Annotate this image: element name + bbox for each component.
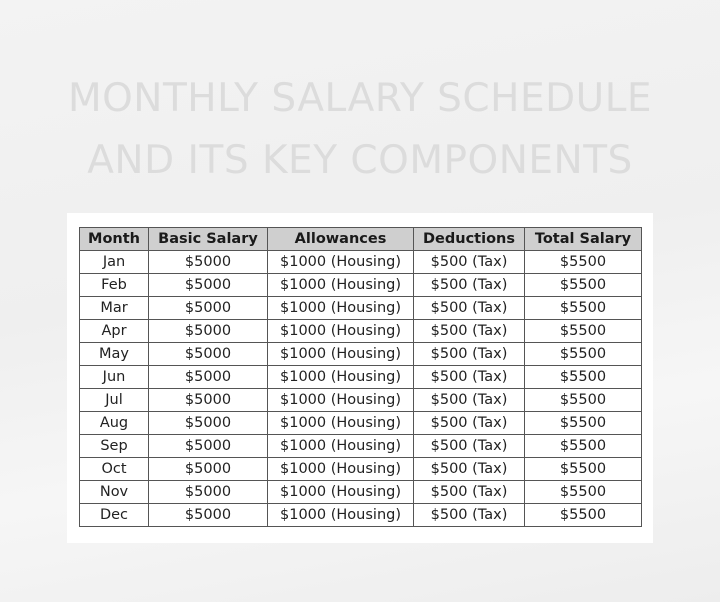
cell-total-salary: $5500 xyxy=(525,320,642,343)
cell-basic-salary: $5000 xyxy=(149,297,268,320)
cell-allowances: $1000 (Housing) xyxy=(268,389,414,412)
table-row xyxy=(80,297,642,320)
cell-deductions: $500 (Tax) xyxy=(414,320,525,343)
cell-basic-salary: $5000 xyxy=(149,320,268,343)
cell-month: Mar xyxy=(80,297,149,320)
cell-month: Jul xyxy=(80,389,149,412)
cell-deductions: $500 (Tax) xyxy=(414,274,525,297)
cell-allowances: $1000 (Housing) xyxy=(268,435,414,458)
cell-allowances: $1000 (Housing) xyxy=(268,251,414,274)
cell-deductions: $500 (Tax) xyxy=(414,435,525,458)
cell-basic-salary: $5000 xyxy=(149,481,268,504)
cell-basic-salary: $5000 xyxy=(149,366,268,389)
cell-basic-salary: $5000 xyxy=(149,458,268,481)
cell-deductions: $500 (Tax) xyxy=(414,343,525,366)
table-header-row xyxy=(80,228,642,251)
cell-month: Dec xyxy=(80,504,149,527)
cell-month: Feb xyxy=(80,274,149,297)
cell-allowances: $1000 (Housing) xyxy=(268,274,414,297)
cell-month: Apr xyxy=(80,320,149,343)
cell-deductions: $500 (Tax) xyxy=(414,366,525,389)
cell-allowances: $1000 (Housing) xyxy=(268,297,414,320)
cell-month: Jun xyxy=(80,366,149,389)
table-row xyxy=(80,389,642,412)
cell-allowances: $1000 (Housing) xyxy=(268,320,414,343)
header-deductions: Deductions xyxy=(414,228,525,251)
cell-allowances: $1000 (Housing) xyxy=(268,412,414,435)
cell-month: Jan xyxy=(80,251,149,274)
table-row xyxy=(80,320,642,343)
cell-total-salary: $5500 xyxy=(525,274,642,297)
cell-deductions: $500 (Tax) xyxy=(414,481,525,504)
cell-basic-salary: $5000 xyxy=(149,435,268,458)
cell-basic-salary: $5000 xyxy=(149,412,268,435)
table-row xyxy=(80,412,642,435)
table-row xyxy=(80,274,642,297)
table-row xyxy=(80,458,642,481)
cell-deductions: $500 (Tax) xyxy=(414,412,525,435)
cell-total-salary: $5500 xyxy=(525,366,642,389)
header-basic-salary: Basic Salary xyxy=(149,228,268,251)
cell-basic-salary: $5000 xyxy=(149,274,268,297)
cell-total-salary: $5500 xyxy=(525,343,642,366)
cell-total-salary: $5500 xyxy=(525,504,642,527)
salary-schedule-table xyxy=(79,227,642,527)
cell-total-salary: $5500 xyxy=(525,458,642,481)
cell-total-salary: $5500 xyxy=(525,412,642,435)
cell-allowances: $1000 (Housing) xyxy=(268,343,414,366)
header-month: Month xyxy=(80,228,149,251)
cell-month: Aug xyxy=(80,412,149,435)
cell-allowances: $1000 (Housing) xyxy=(268,458,414,481)
cell-basic-salary: $5000 xyxy=(149,389,268,412)
cell-basic-salary: $5000 xyxy=(149,504,268,527)
table-row xyxy=(80,435,642,458)
table-row xyxy=(80,251,642,274)
table-row xyxy=(80,343,642,366)
table-row xyxy=(80,366,642,389)
cell-total-salary: $5500 xyxy=(525,435,642,458)
cell-deductions: $500 (Tax) xyxy=(414,389,525,412)
cell-deductions: $500 (Tax) xyxy=(414,297,525,320)
page-title-line-2: AND ITS KEY COMPONENTS xyxy=(87,138,633,183)
header-total-salary: Total Salary xyxy=(525,228,642,251)
cell-basic-salary: $5000 xyxy=(149,251,268,274)
cell-deductions: $500 (Tax) xyxy=(414,458,525,481)
table-row xyxy=(80,504,642,527)
table-body xyxy=(80,251,642,527)
cell-allowances: $1000 (Housing) xyxy=(268,481,414,504)
cell-deductions: $500 (Tax) xyxy=(414,504,525,527)
page-title-line-1: MONTHLY SALARY SCHEDULE xyxy=(67,76,653,121)
cell-total-salary: $5500 xyxy=(525,251,642,274)
cell-allowances: $1000 (Housing) xyxy=(268,504,414,527)
cell-month: May xyxy=(80,343,149,366)
header-allowances: Allowances xyxy=(268,228,414,251)
cell-total-salary: $5500 xyxy=(525,297,642,320)
cell-basic-salary: $5000 xyxy=(149,343,268,366)
cell-month: Oct xyxy=(80,458,149,481)
cell-month: Sep xyxy=(80,435,149,458)
cell-total-salary: $5500 xyxy=(525,481,642,504)
table-row xyxy=(80,481,642,504)
cell-allowances: $1000 (Housing) xyxy=(268,366,414,389)
cell-deductions: $500 (Tax) xyxy=(414,251,525,274)
cell-total-salary: $5500 xyxy=(525,389,642,412)
cell-month: Nov xyxy=(80,481,149,504)
